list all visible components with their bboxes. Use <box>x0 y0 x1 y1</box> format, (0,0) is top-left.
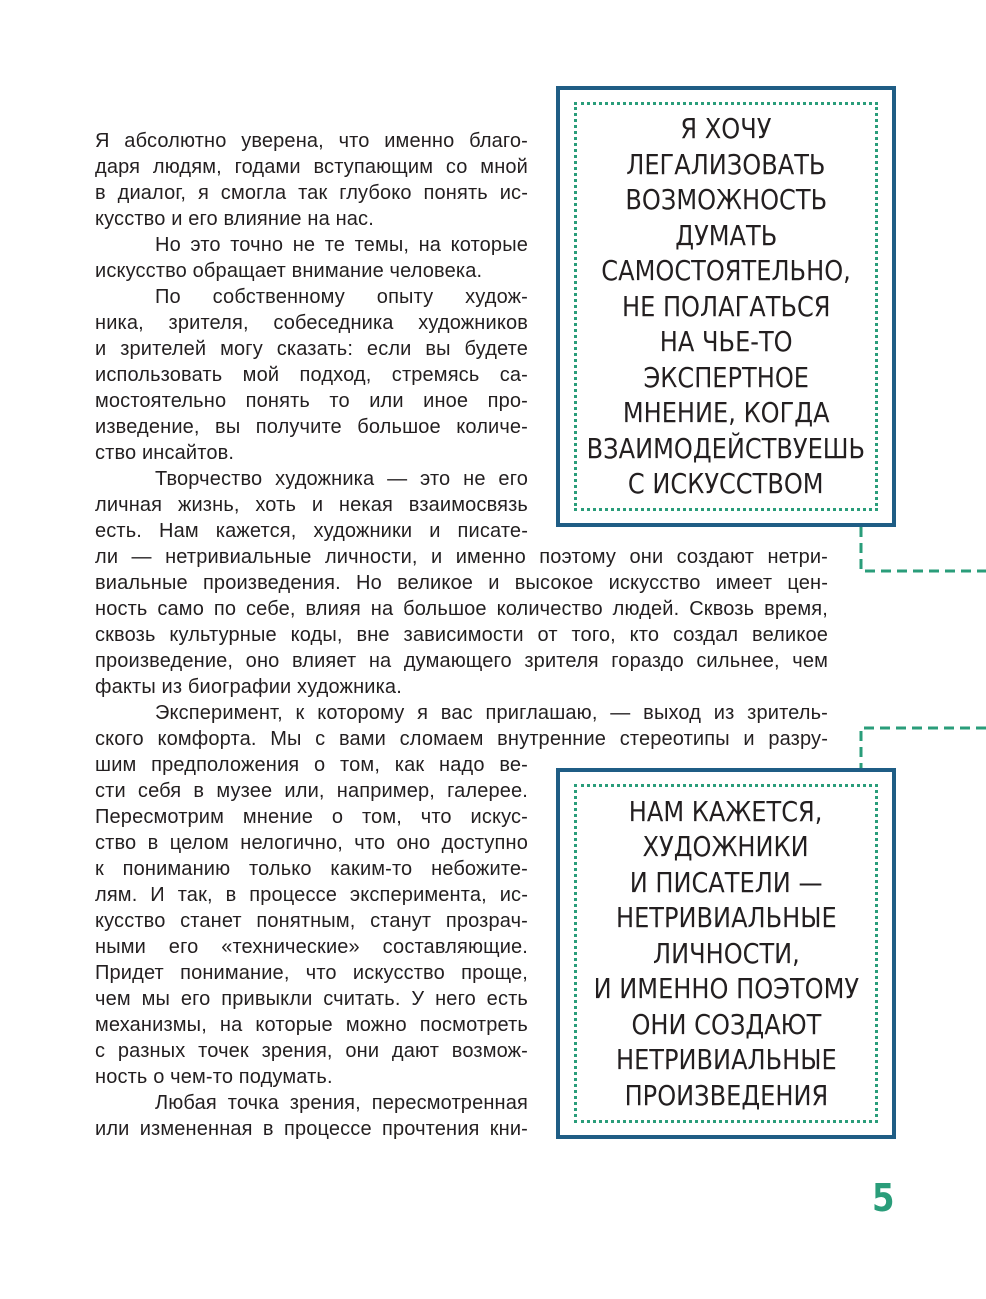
body-line: сквозь культурные коды, вне зависимости от того, кто создал великое <box>95 624 828 646</box>
quote-line: ВОЗМОЖНОСТЬ <box>625 183 827 217</box>
quote-line: ПРОИЗВЕДЕНИЯ <box>624 1078 828 1112</box>
quote-line: И ИМЕННО ПОЭТОМУ <box>593 972 859 1006</box>
body-line: ными его «технические» составляющие. <box>95 936 528 958</box>
page-number: 5 <box>871 1176 895 1220</box>
body-line: Любая точка зрения, пересмотренная <box>155 1092 528 1114</box>
quote-line: ЛИЧНОСТИ, <box>652 936 800 970</box>
body-line: Я абсолютно уверена, что именно благо- <box>95 130 528 152</box>
body-line: лям. И так, в процессе эксперимента, ис- <box>95 884 528 906</box>
body-line: сти себя в музее или, например, галерее. <box>95 780 528 802</box>
body-line: в диалог, я смогла так глубоко понять ис- <box>95 182 528 204</box>
quote-line: И ПИСАТЕЛИ — <box>629 865 823 899</box>
body-line: произведение, оно влияет на думающего зрителя гораздо сильнее, чем <box>95 650 828 672</box>
pull-quote-bottom-dotted-frame <box>574 784 878 1123</box>
body-line: ство инсайтов. <box>95 442 235 464</box>
body-line: ского комфорта. Мы с вами сломаем внутренние стереотипы и разру- <box>95 728 828 750</box>
body-line: есть. Нам кажется, художники и писате- <box>95 520 528 542</box>
quote-line: НАМ КАЖЕТСЯ, <box>629 794 823 828</box>
quote-line: С ИСКУССТВОМ <box>628 467 824 501</box>
dashed-connector-bottom <box>850 722 986 770</box>
quote-line: ДУМАТЬ <box>675 218 777 252</box>
body-line: личная жизнь, хоть и некая взаимосвязь <box>95 494 528 516</box>
body-line: механизмы, на которые можно посмотреть <box>95 1014 528 1036</box>
body-line: или измененная в процессе прочтения кни- <box>95 1118 528 1140</box>
body-line: ность само по себе, влияя на большое количество людей. Сквозь время, <box>95 598 828 620</box>
body-line: По собственному опыту худож- <box>155 286 528 308</box>
body-line: даря людям, годами вступающим со мной <box>95 156 528 178</box>
quote-line: НЕТРИВИАЛЬНЫЕ <box>615 901 837 935</box>
body-line: Придет понимание, что искусство проще, <box>95 962 528 984</box>
quote-line: ХУДОЖНИКИ <box>642 830 810 864</box>
body-line: кусство и его влияние на нас. <box>95 208 374 230</box>
quote-line: Я ХОЧУ <box>680 112 772 146</box>
quote-line: МНЕНИЕ, КОГДА <box>622 396 830 430</box>
body-line: виальные произведения. Но великое и высокое искусство имеет цен- <box>95 572 828 594</box>
body-line: мостоятельно понять то или иное про- <box>95 390 528 412</box>
quote-line: НА ЧЬЕ-ТО <box>659 325 793 359</box>
pull-quote-bottom <box>556 768 896 1139</box>
body-line: к пониманию только каким-то небожите- <box>95 858 528 880</box>
body-line: Творчество художника — это не его <box>155 468 528 490</box>
body-line: ли — нетривиальные личности, и именно поэтому они создают нетри- <box>95 546 828 568</box>
body-line: шим предположения о том, как надо ве- <box>95 754 528 776</box>
quote-line: ВЗАИМОДЕЙСТВУЕШЬ <box>586 431 866 465</box>
body-line: Эксперимент, к которому я вас приглашаю, — выход из зритель- <box>155 702 828 724</box>
quote-line: САМОСТОЯТЕЛЬНО, <box>601 254 851 288</box>
body-line: ность о чем-то подумать. <box>95 1066 333 1088</box>
body-line: использовать мой подход, стремясь са- <box>95 364 528 386</box>
quote-line: НЕТРИВИАЛЬНЫЕ <box>615 1043 837 1077</box>
body-line: и зрителей могу сказать: если вы будете <box>95 338 528 360</box>
quote-line: ЛЕГАЛИЗОВАТЬ <box>626 147 826 181</box>
body-line: ство в целом нелогично, что оно доступно <box>95 832 528 854</box>
body-line: ника, зрителя, собеседника художников <box>95 312 528 334</box>
body-line: Пересмотрим мнение о том, что искус- <box>95 806 528 828</box>
quote-line: НЕ ПОЛАГАТЬСЯ <box>621 289 831 323</box>
body-line: Но это точно не те темы, на которые <box>155 234 528 256</box>
quote-line: ОНИ СОЗДАЮТ <box>631 1007 821 1041</box>
dashed-connector-top <box>850 527 986 577</box>
body-line: изведение, вы получите большое количе- <box>95 416 528 438</box>
body-line: чем мы его привыкли считать. У него есть <box>95 988 528 1010</box>
pull-quote-top <box>556 86 896 527</box>
body-line: с разных точек зрения, они дают возмож- <box>95 1040 528 1062</box>
quote-line: ЭКСПЕРТНОЕ <box>643 360 809 394</box>
body-line: факты из биографии художника. <box>95 676 402 698</box>
body-line: кусство станет понятным, станут прозрач- <box>95 910 528 932</box>
body-line: искусство обращает внимание человека. <box>95 260 483 282</box>
pull-quote-top-dotted-frame <box>574 102 878 511</box>
